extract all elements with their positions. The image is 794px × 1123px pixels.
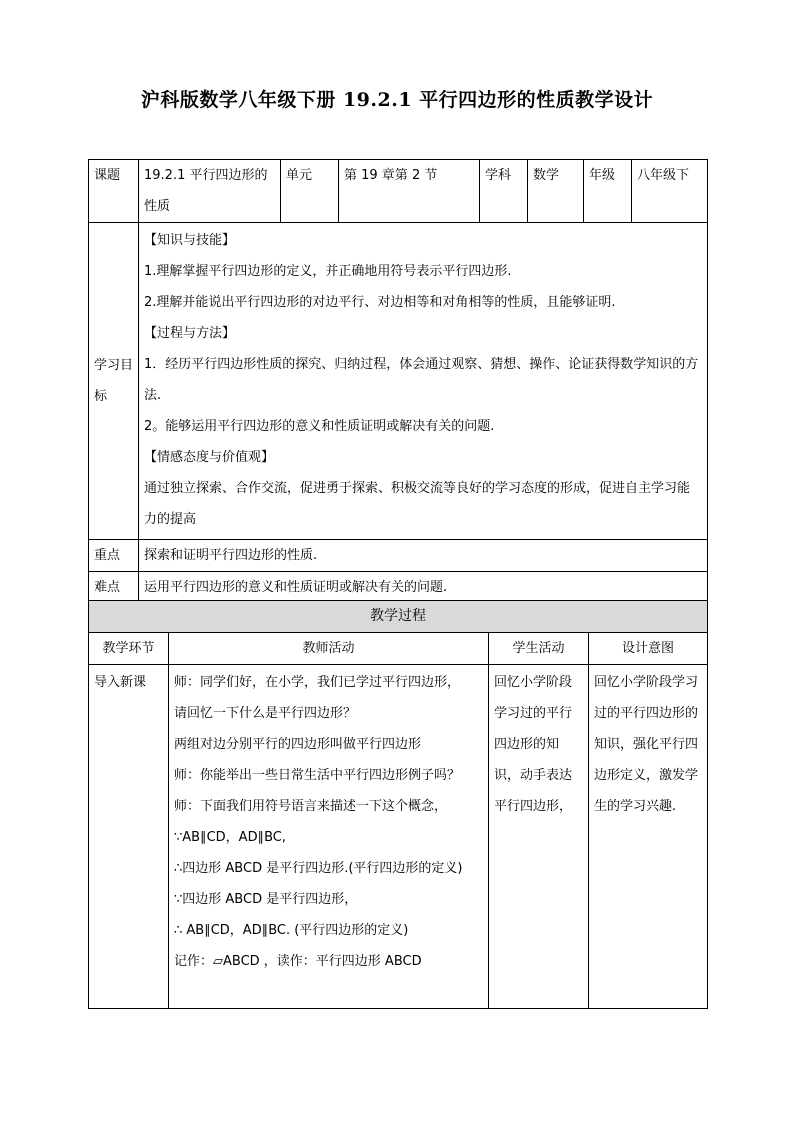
teaching-process-table [88,600,708,1009]
teacher-line: ∵AB∥CD，AD∥BC, [174,830,286,845]
goals-label: 学习目标 [89,223,139,540]
teacher-line: 记作：▱ABCD ，读作：平行四边形 ABCD [174,954,422,969]
process-band: 教学过程 [89,601,708,633]
header-stage: 教学环节 [89,633,169,665]
subject-value: 数学 [528,160,584,223]
teacher-line: 请回忆一下什么是平行四边形？ [174,706,357,721]
teacher-line: ∵四边形 ABCD 是平行四边形， [174,892,358,907]
goals-line: 【情感态度与价值观】 [144,450,275,465]
topic-label: 课题 [89,160,139,223]
unit-label: 单元 [281,160,339,223]
header-teacher: 教师活动 [169,633,489,665]
goals-line: 1．经历平行四边形性质的探究、归纳过程，体会通过观察、猜想、操作、论证获得数学知识的方法. [144,357,699,403]
goals-content [139,223,708,540]
goals-line: 【过程与方法】 [144,326,236,341]
teacher-line: ∴四边形 ABCD 是平行四边形.(平行四边形的定义) [174,861,463,876]
difficulty-value: 运用平行四边形的意义和性质证明或解决有关的问题. [139,572,708,604]
teacher-line: 师：同学们好，在小学，我们已学过平行四边形， [174,675,461,690]
key-point-value: 探索和证明平行四边形的性质. [139,540,708,572]
unit-value: 第 19 章第 2 节 [339,160,480,223]
document-title: 沪科版数学八年级下册 19.2.1 平行四边形的性质教学设计 [140,89,654,111]
student-activity: 回忆小学阶段学习过的平行四边形的知识，动手表达平行四边形， [489,665,589,1009]
teacher-line: 两组对边分别平行的四边形叫做平行四边形 [174,737,422,752]
lesson-info-table [88,159,708,604]
goals-line: 通过独立探索、合作交流，促进勇于探索、积极交流等良好的学习态度的形成，促进自主学习能力的提高 [144,481,691,527]
teacher-line: 师：下面我们用符号语言来描述一下这个概念， [174,799,448,814]
subject-label: 学科 [480,160,528,223]
goals-line: 1.理解掌握平行四边形的定义，并正确地用符号表示平行四边形. [144,264,512,279]
goals-line: 【知识与技能】 [144,233,236,248]
key-point-label: 重点 [89,540,139,572]
grade-label: 年级 [584,160,632,223]
header-student: 学生活动 [489,633,589,665]
grade-value: 八年级下 [632,160,708,223]
header-intent: 设计意图 [589,633,708,665]
goals-line: 2.理解并能说出平行四边形的对边平行、对边相等和对角相等的性质，且能够证明. [144,295,616,310]
goals-line: 2。能够运用平行四边形的意义和性质证明或解决有关的问题. [144,419,495,434]
difficulty-label: 难点 [89,572,139,604]
teacher-activity [169,665,489,1009]
teacher-line: 师：你能举出一些日常生活中平行四边形例子吗？ [174,768,461,783]
teacher-line: ∴ AB∥CD，AD∥BC. (平行四边形的定义) [174,923,409,938]
design-intent: 回忆小学阶段学习过的平行四边形的知识，强化平行四边形定义，激发学生的学习兴趣. [589,665,708,1009]
topic-value: 19.2.1 平行四边形的性质 [139,160,281,223]
stage-cell: 导入新课 [89,665,169,1009]
